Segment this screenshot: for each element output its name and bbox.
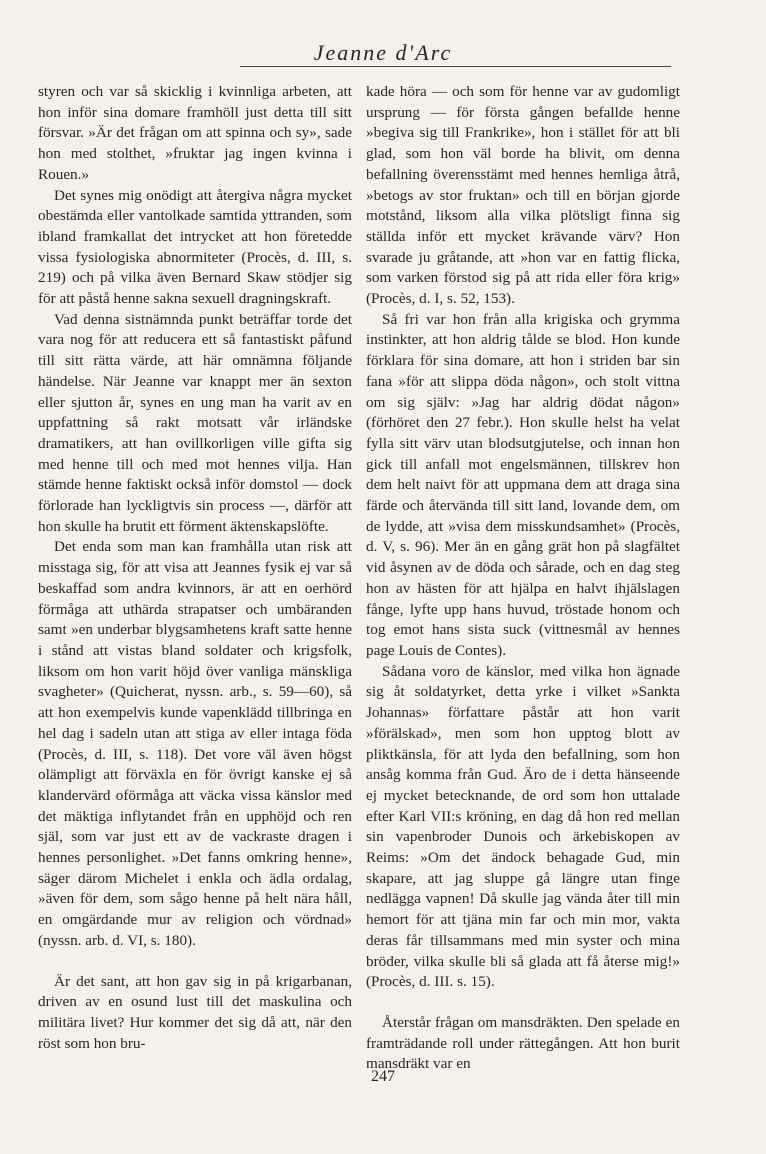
right-column	[366, 82, 680, 1075]
paragraph: Sådana voro de känslor, med vilka hon ägnade sig åt soldatyrket, detta yrke i vilket »Sankta Johannas» författare påstår att hon varit »förälskad», men som hon upptog blott av pliktkänsla, för att lyda den befallning, som hon ansåg komma från Gud. Äro de i detta hänseende ej mycket betecknande, de ord som hon uttalade efter Karl VII:s kröning, en dag då hon red mellan sin vapenbroder Dunois och ärkebiskopen av Reims: »Om det ändock behagade Gud, min skapare, att jag sluppe gå längre utan finge nedlägga vapnen! Då skulle jag vända åter till min hemort för att tjäna min far och min mor, vakta deras får tillsammans med min syster och mina bröder, vilka skulle bli så glada att få återse mig!» (Procès, d. III. s. 15).	[366, 662, 680, 991]
running-header-title: Jeanne d'Arc	[313, 40, 453, 65]
paragraph: kade höra — och som för henne var av gudomligt ursprung — för första gången befallde henne »begiva sig till Frankrike», hon i stället för att bli glad, som hon väl borde ha blivit, om denna befallning överensstämt med hennes hemliga åtrå, »betogs av stor fruktan» och till en början gjorde motstånd, liksom alla vilka plötsligt finna sig ställda inför ett mycket krävande värv? Hon svarade ju gråtande, att »hon var en fattig flicka, som varken förstod sig på att rida eller föra krig» (Procès, d. I, s. 52, 153).	[366, 83, 680, 308]
page-number: 247	[371, 1068, 395, 1085]
paragraph: styren och var så skicklig i kvinnliga arbeten, att hon inför sina domare framhöll just detta till sitt försvar. »Är det frågan om att spinna och sy», sade hon med stolthet, »fruktar jag ingen kvinna i Rouen.»	[38, 83, 352, 183]
paragraph: Det enda som man kan framhålla utan risk att misstaga sig, för att visa att Jeannes fysik ej var så beskaffad som andra kvinnors, är att en oerhörd förmåga att uthärda strapatser och umbäranden samt »en underbar blygsamhetens kraft satte henne i stånd att vistas bland soldater och krigsfolk, liksom om hon varit höjd över vanliga mänskliga svagheter» (Quicherat, nyssn. arb., s. 59—60), så att hon exempelvis kunde vapenklädd tillbringa en hel dag i sadeln utan att stiga av eller intaga föda (Procès, d. III, s. 118). Det vore väl även högst olämpligt att förväxla en för övrigt kanske ej så klandervärd oförmåga att väcka vissa känslor med det mäktiga inflytandet från en upphöjd och ren själ, som var just ett av de vackraste dragen i hennes personlighet. »Det fanns omkring henne», säger därom Michelet i enkla och ädla ordalag, »även för dem, som sågo henne på helt nära håll, en omgärdande mur av religion och vördnad» (nyssn. arb. d. VI, s. 180).	[38, 538, 352, 949]
paragraph: Vad denna sistnämnda punkt beträffar torde det vara nog för att reducera ett så fantastiskt påfund till sitt rätta värde, att här omnämna följande händelse. När Jeanne var knappt mer än sexton eller sjutton år, synes en ung man ha varit av en uppfattning så rakt motsatt vår irländske dramatikers, att han ovillkorligen ville gifta sig med henne till och med mot hennes vilja. Han stämde henne faktiskt också inför domstol — dock förlorade han lyckligtvis sin process —, därför att hon skulle ha brutit ett förment äktenskapslöfte.	[38, 310, 352, 535]
header-rule	[240, 66, 671, 67]
left-column	[38, 82, 352, 1054]
paragraph: Är det sant, att hon gav sig in på krigarbanan, driven av en osund lust till det maskulina och militära livet? Hur kommer det sig då att, när den röst som hon bru-	[38, 972, 352, 1052]
paragraph: Det synes mig onödigt att återgiva några mycket obestämda eller vantolkade samtida yttranden, som ibland framkallat det intrycket att hon företedde vissa fysiologiska abnormiteter (Procès, d. III, s. 219) och på vilka även Bernard Skaw stödjer sig för att påstå henne sakna sexuell dragningskraft.	[38, 186, 352, 308]
paragraph: Återstår frågan om mansdräkten. Den spelade en framträdande roll under rättegången. Att hon burit mansdräkt var en	[366, 1013, 680, 1073]
paragraph: Så fri var hon från alla krigiska och grymma instinkter, att hon aldrig tålde se blod. Hon kunde förklara för sina domare, att hon i striden bar sin fana »för att slippa döda någon», och stolt vittna om sig själv: »Jag har aldrig dödat någon» (förhöret den 27 febr.). Hon skulle helst ha velat fylla sitt värv utan blodsutgjutelse, och innan hon gick till anfall mot engelsmännen, tillskrev hon dem helt naivt för att uppmana dem att draga sina färde och återvända till sitt land, lovande dem, om de lydde, att »visa dem misskundsamhet» (Procès, d. V, s. 96). Mer än en gång grät hon på slagfältet vid åsynen av de döda och sårade, och en dag steg hon av hästen för att hjälpa en halvt ihjälslagen fånge, lyfte upp hans huvud, tröstade honom och tog emot hans sista suck (vittnesmål av hennes page Louis de Contes).	[366, 310, 680, 659]
